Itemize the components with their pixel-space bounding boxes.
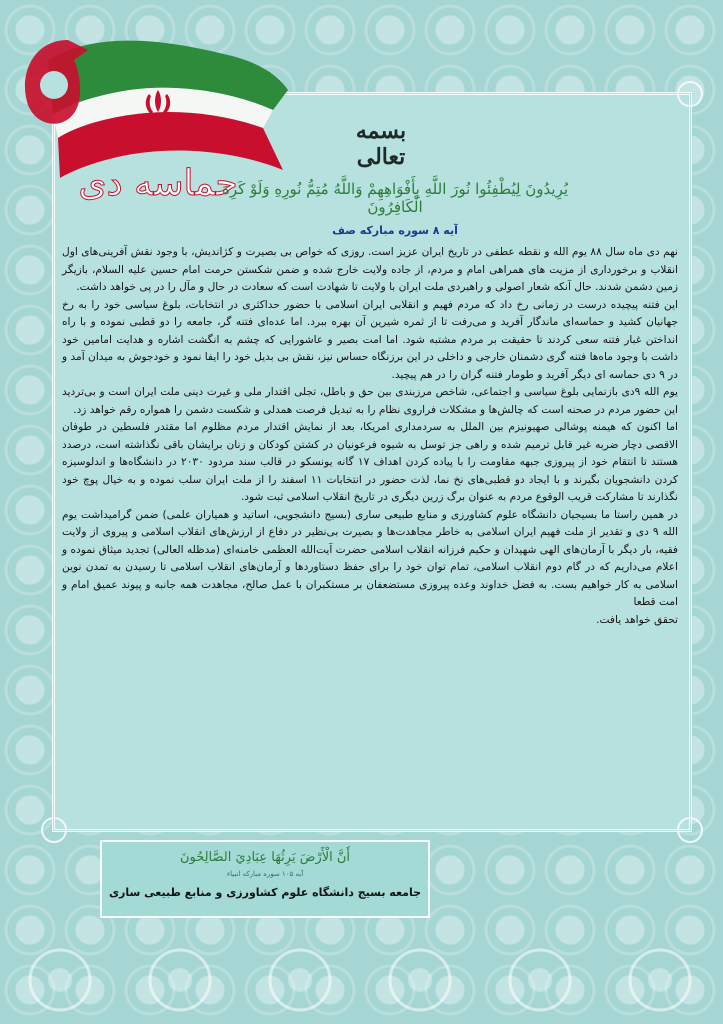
verse-reference: آیه ۸ سوره مبارکه صف (332, 224, 458, 237)
paragraph: یوم الله ۹دی بازنمایی بلوغ سیاسی و اجتماعی، شاخص مرزبندی بین حق و باطل، تجلی اقتدار ملی و غیرت دینی ملت ایران است و بی‌تردید این حضور مردم در صحنه است که چالش‌ها و مشکلات فراروی نظام را به تبدیل فرصت همدلی و شکست دشمن را همواره رقم خواهد زد. (62, 386, 678, 416)
signature-box (100, 840, 430, 918)
paragraph: اما اکنون که هیمنه پوشالی صهیونیزم بین الملل به سردمداری امریکا، بعد از نمایش اقتدار مردم مظلوم اما مقتدر فلسطین در طوفان الاقصی دچار ضربه غیر قابل ترمیم شده و راهی جز توسل به شیوه فرعونیان در کشتن کودکان و زنان برایشان باقی نگذاشته است، درصدد هستند تا انتقام خود از پیروزی جبهه مقاومت را با پیاده کردن اهداف ۱۷ گانه یونسکو در قالب سند مردود ۲۰۳۰ در دانشگاه‌ها و اندلوسیزه کردن دانشجویان بگیرند و با ایجاد دو قطبی‌های نخ نما، لذت حضور در انتخابات ۱۱ اسفند را از ملت ایران سلب نموده و به خیال پوچ خود نگذارند تا مشارکت قریب الوقوع مردم به عنوان برگ زرین دیگری در تاریخ انقلاب اسلامی ثبت شود. (62, 421, 679, 503)
closing-line: تحقق خواهد یافت. (596, 613, 678, 626)
paragraph: این فتنه پیچیده درست در زمانی رخ داد که مردم فهیم و انقلابی ایران اسلامی با حضور حداکثری در انتخابات، بلوغ سیاسی خود را به رخ جهانیان کشید و حماسه‌ای ماندگار آفرید و می‌رفت تا از ثمره شیرین آن بهره ببرد. اما عده‌ای فتنه گر، جامعه را دو قطبی نموده و با راه انداختن غبار فتنه سعی کردند تا حقیقت بر مردم مشتبه شود. اما امت بصیر و عاشورایی که چشم به انگشت اشاره و هدایت امامین خود داشت با وجود ماه‌ها فتنه گری دشمنان خارجی و داخلی در این برزنگاه حساس نیز، نقش بی بدیل خود را ایفا نمود و خودجوش به میدان آمد و در ۹ دی حماسه ای دیگر آفرید و طومار فتنه گران را در هم پیچید. (62, 298, 678, 381)
paragraph: نهم دی ماه سال ۸۸ یوم الله و نقطه عطفی در تاریخ ایران عزیز است. روزی که خواص بی بصیرت و کژاندیش، با وجود نقش آفرینی‌های اول انقلاب و برخورداری از مزیت های همراهی امام و مردم، از جاده ولایت خارج شده و ضمن شکستن حرمت امام حسین علیه السلام، بازیگر زمین دشمن شدند. حال آنکه شعار اصولی و راهبردی ملت ایران با ولایت تا شهادت است که سعادت در حال و مآل را در پی خواهد داشت. (62, 246, 678, 293)
footer-verse-reference: آیه ۱۰۵ سوره مبارکه انبیاء (226, 870, 304, 878)
logo-text: حماسه دی (78, 163, 238, 204)
frame-ornament (677, 817, 703, 843)
basmala-heading: بسمه تعالی (355, 118, 407, 170)
paragraph: در همین راستا ما بسیجیان دانشگاه علوم کشاورزی و منابع طبیعی ساری (بسیج دانشجویی، اساتید و همیاران علمی) ضمن گرامیداشت یوم الله ۹ دی و تقدیر از ملت فهیم ایران اسلامی به خاطر مجاهدت‌ها و بصیرت بی‌نظیر در دفاع از ارزش‌های انقلاب اسلامی و پیروی از ولایت فقیه، بار دیگر با آرمان‌های الهی شهیدان و حکیم فرزانه انقلاب اسلامی حضرت آیت‌الله العظمی خامنه‌ای (مدظله العالی) تجدید میثاق نموده و اعلام می‌داریم که در گام دوم انقلاب اسلامی، تمام توان خود را برای حفظ دستاوردها و آرمان‌های انقلاب اسلامی تا رسیدن به تمدن نوین اسلامی به کار خواهیم بست. به فضل خداوند وعده پیروزی مستضعفان بر مستکبران با عمل صالح، مجاهدت همه جانبه و پیوند عمیق امام و امت قطعا (62, 508, 678, 608)
frame-ornament (41, 817, 67, 843)
quran-verse: يُرِيدُونَ لِيُطْفِئُوا نُورَ اللَّهِ بِأَفْوَاهِهِمْ وَاللَّهُ مُتِمُّ نُورِهِ وَلَوْ كَرِهَ الْكَافِرُونَ (221, 180, 569, 216)
footer-verse: أَنَّ الْأَرْضَ يَرِثُهَا عِبَادِيَ الصَّالِحُونَ (179, 850, 351, 865)
organization-name: جامعه بسیج دانشگاه علوم کشاورزی و منابع طبیعی ساری (108, 886, 422, 899)
bottom-pattern-band (0, 930, 723, 1024)
frame-ornament (677, 81, 703, 107)
statement-body (62, 244, 678, 629)
